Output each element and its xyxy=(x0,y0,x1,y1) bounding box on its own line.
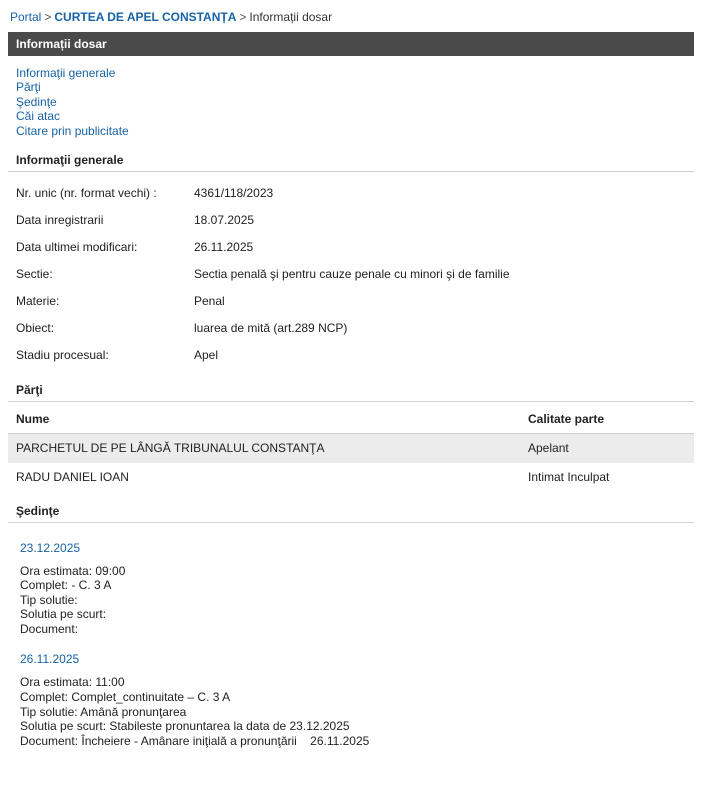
party-name: RADU DANIEL IOAN xyxy=(16,470,129,484)
table-row xyxy=(8,234,694,261)
info-value-materie: Penal xyxy=(194,294,225,308)
party-name: PARCHETUL DE PE LÂNGĂ TRIBUNALUL CONSTANŢA xyxy=(8,433,520,463)
nav-link-informatii-generale[interactable]: Informaţii generale xyxy=(16,65,116,80)
section-heading-general: Informaţii generale xyxy=(8,145,694,172)
table-row xyxy=(8,207,694,234)
section-heading-hearings: Şedinţe xyxy=(8,496,694,523)
hearing-document: Document: xyxy=(20,621,79,636)
parties-column-header-calitate: Calitate parte xyxy=(520,406,694,434)
hearing-solutia-pe-scurt: Solutia pe scurt: Stabileste pronuntarea la data de 23.12.2025 xyxy=(20,719,350,734)
info-label-obiect: Obiect: xyxy=(16,321,55,335)
info-value-data-inregistrarii: 18.07.2025 xyxy=(194,213,255,227)
hearing-solutia-pe-scurt: Solutia pe scurt: xyxy=(20,607,107,622)
table-row xyxy=(8,261,694,288)
hearing-ora: Ora estimata: 11:00 xyxy=(20,675,125,690)
info-value-data-ultimei-modificari: 26.11.2025 xyxy=(194,240,254,254)
hearing-details xyxy=(16,564,694,637)
hearing-date: 26.11.2025 xyxy=(20,652,80,667)
table-row xyxy=(8,342,694,369)
section-heading-parties: Părţi xyxy=(8,375,694,402)
table-row xyxy=(8,288,694,315)
info-label-data-inregistrarii: Data inregistrarii xyxy=(16,213,104,227)
party-role: Intimat Inculpat xyxy=(528,470,610,484)
bottom-spacer xyxy=(8,750,694,756)
info-value-nr-unic: 4361/118/2023 xyxy=(194,186,274,200)
info-label-data-ultimei-modificari: Data ultimei modificari: xyxy=(16,240,138,254)
anchor-nav xyxy=(8,66,694,145)
table-row xyxy=(8,463,694,492)
breadcrumb-link-portal[interactable]: Portal xyxy=(10,10,42,24)
hearing-complet: Complet: - C. 3 A xyxy=(20,578,112,593)
breadcrumb-current: Informații dosar xyxy=(249,10,333,24)
general-info-table xyxy=(8,180,694,369)
nav-link-citare-prin-publicitate[interactable]: Citare prin publicitate xyxy=(16,123,129,138)
page-title: Informații dosar xyxy=(8,32,694,56)
hearing-date: 23.12.2025 xyxy=(20,540,81,555)
info-label-nr-unic: Nr. unic (nr. format vechi) : xyxy=(16,186,157,200)
hearing-tip-solutie: Tip solutie: xyxy=(20,592,78,607)
info-value-stadiu-procesual: Apel xyxy=(194,348,219,362)
info-label-stadiu-procesual: Stadiu procesual: xyxy=(16,348,109,362)
info-value-sectie: Sectia penală şi pentru cauze penale cu minori şi de familie xyxy=(194,267,510,281)
hearing-tip-solutie: Tip solutie: Amână pronunţarea xyxy=(20,704,187,719)
nav-link-cai-atac[interactable]: Căi atac xyxy=(16,109,61,123)
info-label-materie: Materie: xyxy=(16,294,60,308)
breadcrumb xyxy=(8,8,694,32)
table-row xyxy=(8,433,694,463)
hearing-entry xyxy=(8,638,694,750)
table-row xyxy=(8,315,694,342)
nav-link-parti[interactable]: Părţi xyxy=(16,80,41,94)
hearing-complet: Complet: Complet_continuitate – C. 3 A xyxy=(20,690,231,705)
hearing-details xyxy=(16,675,694,748)
breadcrumb-link-court[interactable]: CURTEA DE APEL CONSTANȚA xyxy=(54,10,237,24)
parties-column-header-nume: Nume xyxy=(8,406,520,434)
breadcrumb-separator-2: > xyxy=(239,10,247,24)
hearing-entry xyxy=(8,527,694,639)
party-role: Apelant xyxy=(520,433,694,463)
breadcrumb-separator-1: > xyxy=(44,10,52,24)
hearing-ora: Ora estimata: 09:00 xyxy=(20,563,126,578)
info-value-obiect: luarea de mită (art.289 NCP) xyxy=(194,321,348,335)
table-header-row xyxy=(8,406,694,434)
hearing-document: Document: Încheiere - Amânare iniţială a pronunţării 26.11.2025 xyxy=(20,733,370,748)
table-row xyxy=(8,180,694,207)
nav-link-sedinte[interactable]: Şedinţe xyxy=(16,94,57,109)
info-label-sectie: Sectie: xyxy=(16,267,53,281)
parties-table xyxy=(8,406,694,492)
